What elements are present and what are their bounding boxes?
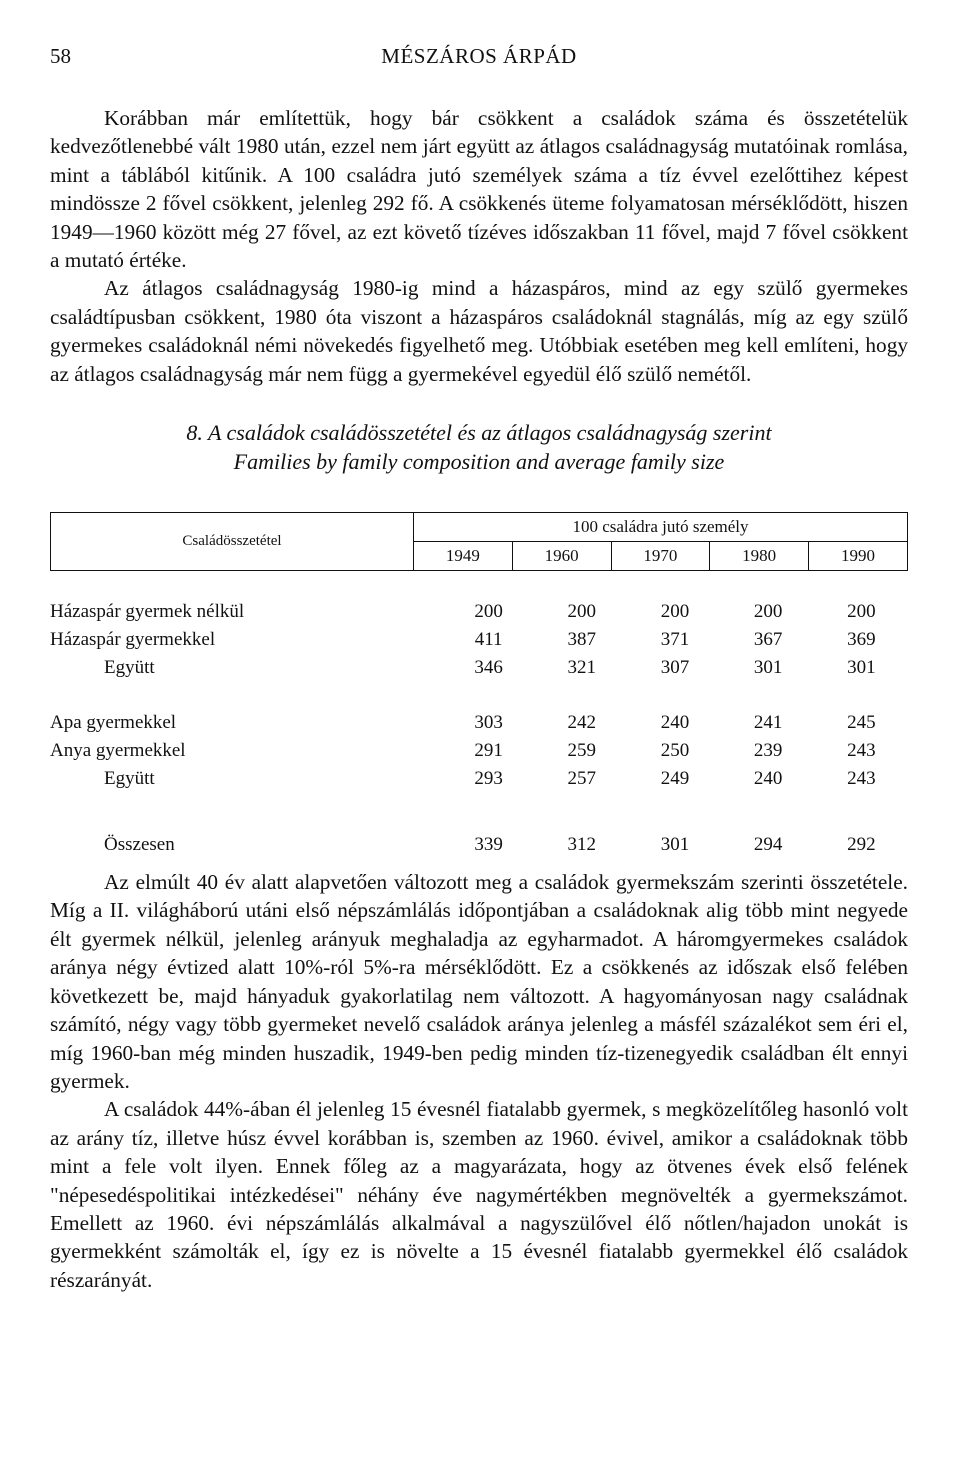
table-row — [50, 765, 908, 793]
cell: 291 — [474, 740, 503, 762]
cell: 200 — [753, 601, 783, 623]
cell: 301 — [753, 657, 783, 679]
page — [50, 40, 908, 1294]
page-number: 58 — [50, 44, 71, 68]
table-row — [50, 831, 908, 859]
row-header-cell: Családösszetétel — [51, 513, 414, 571]
cell: 200 — [660, 601, 690, 623]
cell: 371 — [660, 629, 690, 651]
year-header: 1949 — [414, 542, 513, 571]
cell: 339 — [474, 834, 503, 856]
cell: 239 — [753, 740, 783, 762]
cell: 369 — [847, 629, 876, 651]
cell: 312 — [567, 834, 597, 856]
year-header: 1990 — [809, 542, 908, 571]
paragraph-4: A családok 44%-ában él jelenleg 15 évesnél fiatalabb gyermek, s megközelítőleg hasonló volt az arány tíz, illetve húsz évvel korábban is, szemben az 1960. évivel, amikor a családoknak több mint a fele volt ilyen. Ennek főleg az a magyarázata, hogy az ötvenes évek első felének "népesedéspolitikai intézkedései" néhány éve nagymértékben megnövelték a gyermekszámot. Emellett az 1960. évi népszámlálás alkalmával a nagyszülővel élő nőtlen/hajadon unokát is gyermekként számolták el, így ez is növelte a 15 évesnél fiatalabb gyermekkel élő családok részarányát. — [50, 1097, 908, 1292]
cell: 240 — [660, 712, 690, 734]
row-label: Együtt — [104, 657, 155, 679]
cell: 200 — [474, 601, 503, 623]
cell: 387 — [567, 629, 597, 651]
cell: 200 — [847, 601, 876, 623]
data-table — [50, 512, 908, 856]
table-header — [50, 512, 908, 571]
row-label: Együtt — [104, 768, 155, 790]
cell: 293 — [474, 768, 503, 790]
page-header — [50, 40, 908, 80]
cell: 303 — [474, 712, 503, 734]
table-row — [50, 654, 908, 682]
cell: 241 — [753, 712, 783, 734]
cell: 243 — [847, 740, 876, 762]
cell: 240 — [753, 768, 783, 790]
year-header: 1980 — [710, 542, 809, 571]
paragraph-2: Az átlagos családnagyság 1980-ig mind a házaspáros, mind az egy szülő gyermekes családtípusban csökkent, 1980 óta viszont a házaspáros családoknál stagnálás, míg az egy szülő gyermekes családoknál némi növekedés figyelhető meg. Utóbbiak esetében meg kell említeni, hogy az átlagos családnagyság már nem függ a gyermekével egyedül élő szülő nemétől. — [50, 276, 908, 386]
row-label: Házaspár gyermek nélkül — [50, 601, 245, 623]
cell: 346 — [474, 657, 503, 679]
cell: 250 — [660, 740, 690, 762]
cell: 249 — [660, 768, 690, 790]
table-row — [50, 626, 908, 654]
cell: 242 — [567, 712, 597, 734]
paragraph-1: Korábban már említettük, hogy bár csökkent a családok száma és összetételük kedvezőtlenebbé vált 1980 után, ezzel nem járt együtt az átlagos családnagyság mutatóinak romlása, mint a táblából kitűnik. A 100 családra jutó személyek száma a tíz évvel ezelőttihez képest mindössze 2 fővel csökkent, jelenleg 292 fő. A csökkenés üteme folyamatosan mérséklődött, hiszen 1949—1960 között még 27 fővel, az ezt követő tízéves időszakban 11 fővel, majd 7 fővel csökkent a mutató értéke. — [50, 106, 908, 273]
table-caption — [50, 418, 908, 476]
cell: 307 — [660, 657, 690, 679]
spacer-row — [50, 793, 908, 831]
table-body — [50, 598, 908, 859]
cell: 257 — [567, 768, 597, 790]
cell: 411 — [474, 629, 503, 651]
running-head: MÉSZÁROS ÁRPÁD — [381, 44, 577, 68]
table-title-en: Families by family composition and average family size — [233, 449, 725, 475]
cell: 301 — [847, 657, 876, 679]
spacer-row — [50, 682, 908, 709]
year-header: 1960 — [512, 542, 611, 571]
cell: 367 — [753, 629, 783, 651]
cell: 259 — [567, 740, 597, 762]
paragraph-3: Az elmúlt 40 év alatt alapvetően változott meg a családok gyermekszám szerinti összetétele. Míg a II. világháború utáni első népszámlálás időpontjában a családoknak alig több mint negyede élt gyermek nélkül, jelenleg arányuk meghaladja az egyharmadot. A háromgyermekes családok aránya négy évtized alatt 10%-ról 5%-ra mérséklődött. Ez a csökkenés az időszak első felében következett be, majd hányaduk gyakorlatilag nem változott. A hagyományosan nagy családnak számító, négy vagy több gyermeket nevelő családok aránya jelenleg a másfél százalékot sem éri el, míg 1960-ban még minden huszadik, 1949-ben pedig minden tíz-tizenegyedik családban élt ennyi gyermek. — [50, 870, 908, 1093]
table-row — [50, 709, 908, 737]
table-title-hu: A családok családösszetétel és az átlagos családnagyság szerint — [207, 420, 772, 446]
column-group-header: 100 családra jutó személy — [414, 513, 908, 542]
table-number: 8. — [186, 420, 203, 446]
row-label: Házaspár gyermekkel — [50, 629, 216, 651]
cell: 294 — [753, 834, 783, 856]
cell: 301 — [660, 834, 690, 856]
row-label: Anya gyermekkel — [50, 740, 186, 762]
cell: 292 — [847, 834, 876, 856]
table-row — [50, 737, 908, 765]
row-label: Apa gyermekkel — [50, 712, 177, 734]
row-label: Összesen — [104, 834, 175, 856]
table-row — [50, 598, 908, 626]
cell: 321 — [567, 657, 597, 679]
year-header: 1970 — [611, 542, 710, 571]
cell: 243 — [847, 768, 876, 790]
cell: 200 — [567, 601, 597, 623]
cell: 245 — [847, 712, 876, 734]
